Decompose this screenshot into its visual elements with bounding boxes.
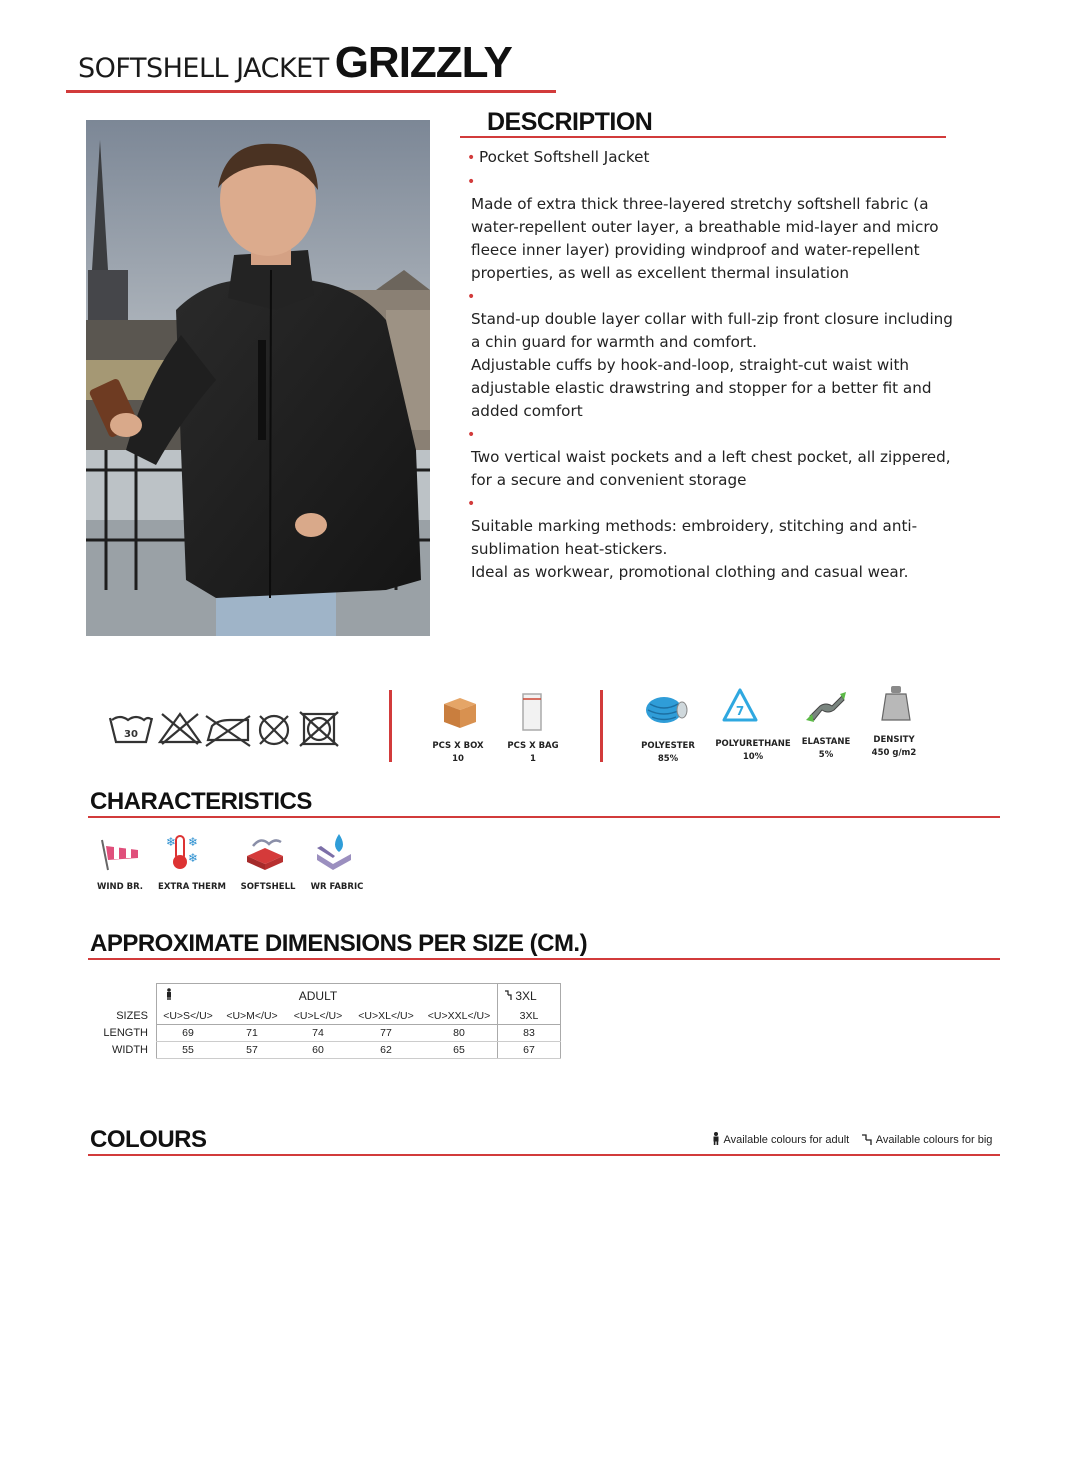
size-cell: <U>XXL</U> xyxy=(421,1008,498,1025)
packaging-box-label: PCS X BOX xyxy=(432,741,484,751)
legend-adult: Available colours for adult xyxy=(723,1134,850,1146)
length-cell: 83 xyxy=(498,1024,561,1041)
colours-legend xyxy=(711,1132,992,1146)
length-cell: 74 xyxy=(285,1024,351,1041)
care-symbols xyxy=(108,708,348,754)
row-label: WIDTH xyxy=(111,1043,148,1056)
weight-icon xyxy=(878,684,914,726)
length-cell: 77 xyxy=(351,1024,421,1041)
width-cell: 67 xyxy=(498,1041,561,1058)
box-icon xyxy=(440,694,480,734)
stretch-icon xyxy=(804,688,848,728)
bullet-icon: • xyxy=(467,496,476,512)
width-cell: 57 xyxy=(219,1041,285,1058)
length-cell: 71 xyxy=(219,1024,285,1041)
divider-bar xyxy=(600,690,603,762)
size-cell: <U>XL</U> xyxy=(351,1008,421,1025)
composition-elastane-value: 5% xyxy=(818,750,834,760)
composition-density-value: 450 g/m2 xyxy=(871,748,917,758)
svg-text:❄: ❄ xyxy=(188,835,199,849)
wash-temp: 30 xyxy=(124,729,138,740)
composition-polyester-label: POLYESTER xyxy=(641,741,695,751)
packaging-box xyxy=(423,740,493,766)
page-title xyxy=(78,38,512,88)
adult-header: ADULT xyxy=(175,984,421,1008)
big-header xyxy=(498,984,561,1008)
size-cell: <U>M</U> xyxy=(219,1008,285,1025)
description-first-item-text: Pocket Softshell Jacket xyxy=(479,148,650,166)
composition-density xyxy=(856,734,932,760)
adult-icon xyxy=(157,984,176,1008)
description-body xyxy=(467,146,967,584)
description-item: Stand-up double layer collar with full-zip front closure including a chin guard for warmth and comfort. xyxy=(471,310,953,351)
water-repellent-icon xyxy=(313,832,355,876)
composition-polyester xyxy=(628,740,708,766)
size-cell: <U>L</U> xyxy=(285,1008,351,1025)
composition-elastane xyxy=(790,736,862,762)
width-cell: 55 xyxy=(157,1041,220,1058)
legend-big: Available colours for big xyxy=(875,1134,993,1146)
composition-elastane-label: ELASTANE xyxy=(801,737,851,747)
packaging-bag-label: PCS X BAG xyxy=(507,741,559,751)
bullet-icon: • xyxy=(467,174,476,190)
description-heading: DESCRIPTION xyxy=(487,108,653,136)
svg-text:7: 7 xyxy=(735,704,745,718)
title-bold: GRIZZLY xyxy=(334,38,512,87)
thread-spool-icon xyxy=(644,690,690,730)
characteristic-label: WIND BR. xyxy=(96,882,144,892)
colours-heading: COLOURS xyxy=(90,1126,207,1153)
softshell-layers-icon xyxy=(243,834,287,878)
characteristic-label: SOFTSHELL xyxy=(240,882,296,892)
description-item: Suitable marking methods: embroidery, stitching and anti-sublimation heat-stickers. xyxy=(471,517,918,558)
width-cell: 65 xyxy=(421,1041,498,1058)
characteristic-label: WR FABRIC xyxy=(310,882,364,892)
description-item: Made of extra thick three-layered stretchy softshell fabric (a water-repellent outer layer, a breathable mid-layer and micro fleece inner layer) providing windproof and water-repellent properties, as well as excellent thermal insulation xyxy=(471,195,939,282)
length-cell: 69 xyxy=(157,1024,220,1041)
description-divider xyxy=(460,136,946,138)
title-light: SOFTSHELL JACKET xyxy=(78,53,329,84)
width-cell: 62 xyxy=(351,1041,421,1058)
big-size-icon xyxy=(861,1134,873,1146)
thermometer-icon xyxy=(162,832,204,876)
composition-density-label: DENSITY xyxy=(873,735,915,745)
divider-bar xyxy=(389,690,392,762)
bullet-icon: • xyxy=(467,427,476,443)
composition-polyurethane-value: 10% xyxy=(742,752,764,762)
composition-polyester-value: 85% xyxy=(657,754,679,764)
description-item: Adjustable cuffs by hook-and-loop, straight-cut waist with adjustable elastic drawstring and stopper for a better fit and added comfort xyxy=(471,356,932,420)
row-label: LENGTH xyxy=(103,1026,148,1039)
packaging-bag-value: 1 xyxy=(530,754,536,764)
characteristics-heading: CHARACTERISTICS xyxy=(90,788,312,815)
big-header-label: 3XL xyxy=(515,988,537,1003)
width-cell: 60 xyxy=(285,1041,351,1058)
characteristic-label: EXTRA THERM xyxy=(158,882,226,892)
length-cell: 80 xyxy=(421,1024,498,1041)
composition-polyurethane xyxy=(708,738,798,764)
svg-text:❄: ❄ xyxy=(166,835,177,849)
bag-icon xyxy=(521,692,543,736)
dimensions-table xyxy=(98,983,561,1059)
dimensions-heading: APPROXIMATE DIMENSIONS PER SIZE (CM.) xyxy=(90,930,588,957)
title-divider xyxy=(66,90,556,93)
row-label: SIZES xyxy=(116,1009,148,1022)
colours-divider xyxy=(88,1154,1000,1156)
size-cell: <U>S</U> xyxy=(157,1008,220,1025)
packaging-box-value: 10 xyxy=(452,754,464,764)
description-first-item xyxy=(467,146,967,170)
size-cell: 3XL xyxy=(498,1008,561,1025)
recycle-icon xyxy=(720,686,760,730)
description-item: Two vertical waist pockets and a left chest pocket, all zippered, for a secure and convenient storage xyxy=(471,448,951,489)
characteristics-divider xyxy=(88,816,1000,818)
bullet-icon: • xyxy=(467,289,476,305)
adult-icon xyxy=(711,1134,721,1146)
bullet-icon: • xyxy=(467,150,476,166)
product-photo xyxy=(86,120,430,636)
windsock-icon xyxy=(98,836,142,876)
packaging-bag xyxy=(500,740,566,766)
description-item: Ideal as workwear, promotional clothing and casual wear. xyxy=(471,563,909,581)
composition-polyurethane-label: POLYURETHANE xyxy=(715,739,791,749)
svg-text:❄: ❄ xyxy=(188,851,199,865)
dimensions-divider xyxy=(88,958,1000,960)
